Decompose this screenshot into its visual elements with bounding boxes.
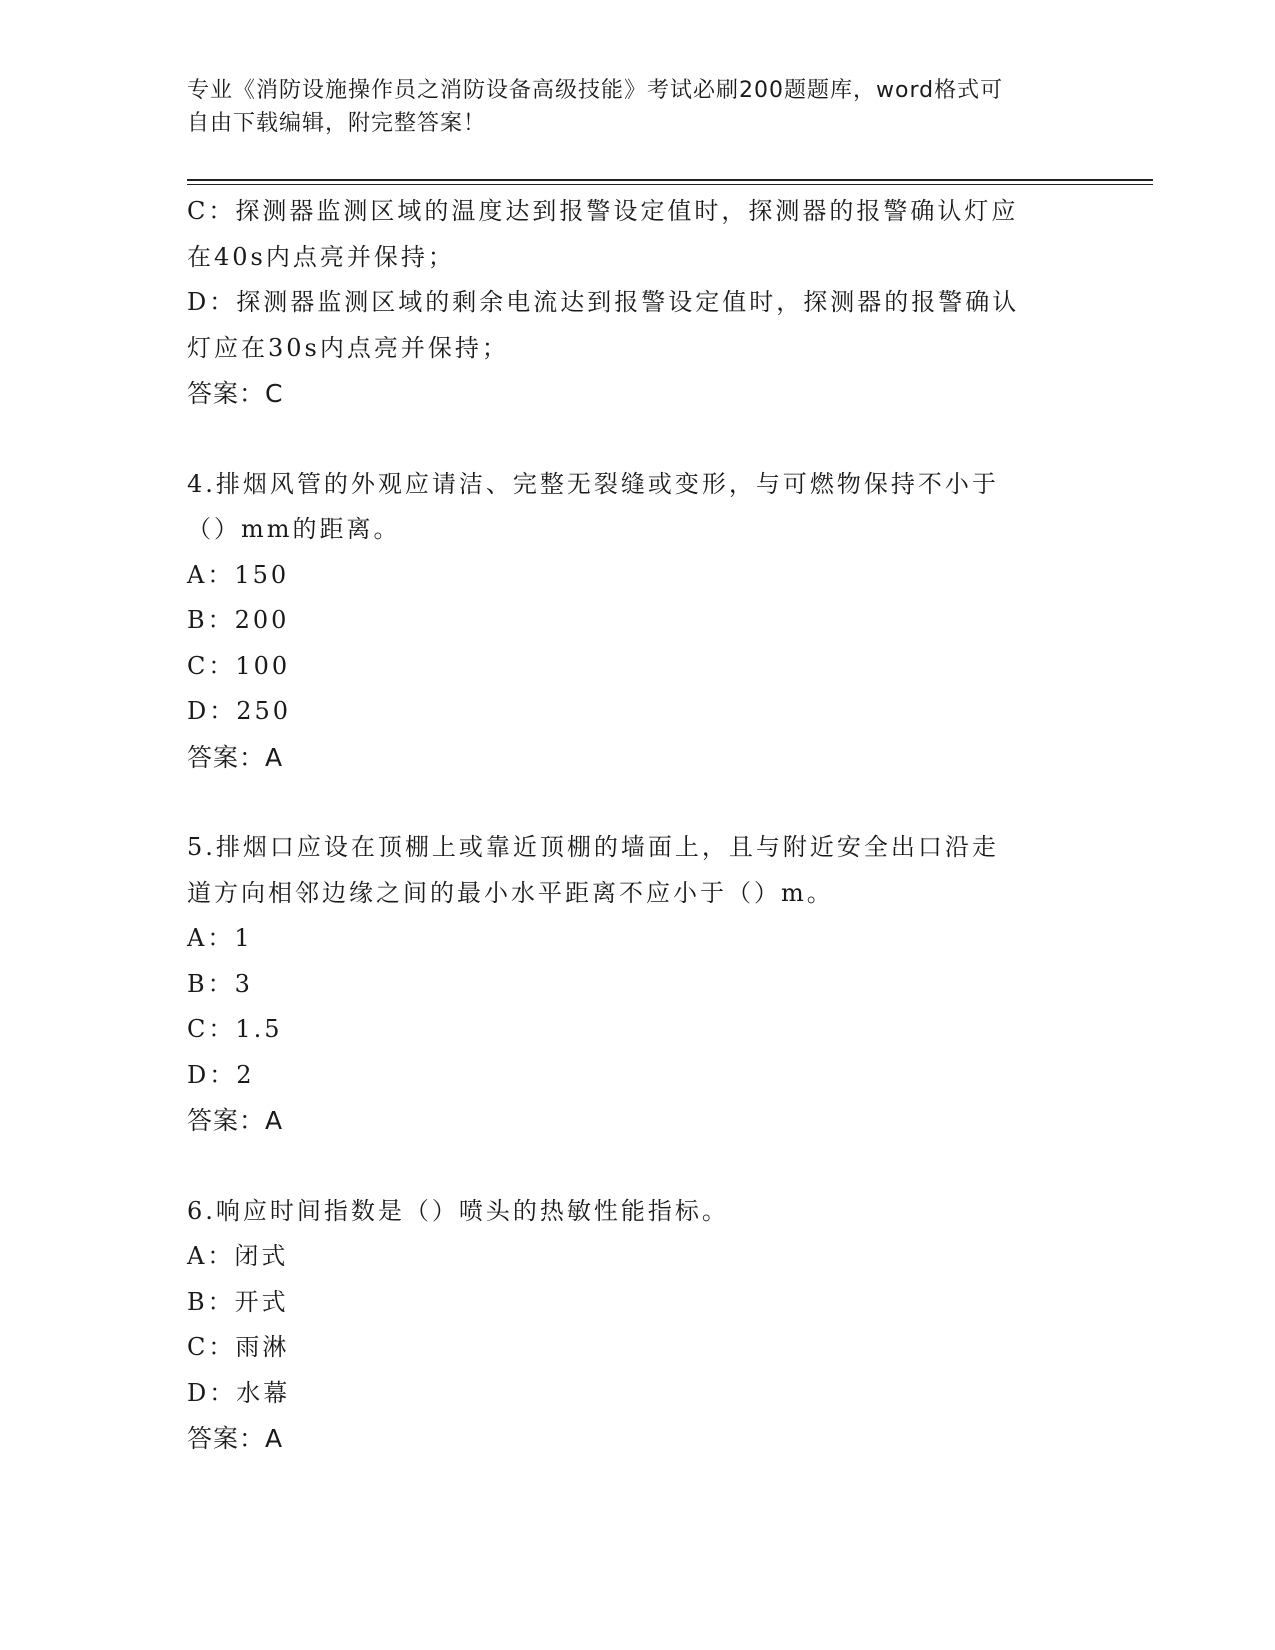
option-d: D：水幕 bbox=[187, 1378, 291, 1407]
option-b: B：开式 bbox=[187, 1287, 289, 1316]
question-spacer bbox=[187, 417, 1087, 462]
option-c: C：100 bbox=[187, 651, 291, 680]
answer-line: 答案：A bbox=[187, 1106, 284, 1135]
option-c-line-1: C：探测器监测区域的温度达到报警设定值时，探测器的报警确认灯应 bbox=[187, 197, 1019, 225]
option-a: A：闭式 bbox=[187, 1242, 289, 1270]
answer-line: 答案：A bbox=[187, 742, 284, 772]
question-stem-line: 6.响应时间指数是（）喷头的热敏性能指标。 bbox=[187, 1196, 729, 1225]
answer-line: 答案：C bbox=[187, 379, 284, 408]
question-stem-line: 5.排烟口应设在顶棚上或靠近顶棚的墙面上，且与附近安全出口沿走 bbox=[187, 833, 999, 861]
option-d: D：250 bbox=[187, 697, 292, 725]
option-d-line-2: 灯应在30s内点亮并保持； bbox=[187, 333, 509, 362]
question-spacer bbox=[187, 780, 1087, 825]
option-c: C：雨淋 bbox=[187, 1333, 290, 1361]
option-d-line-1: D：探测器监测区域的剩余电流达到报警设定值时，探测器的报警确认 bbox=[187, 288, 1020, 316]
question-3-continued bbox=[187, 189, 1087, 417]
option-d: D：2 bbox=[187, 1060, 255, 1089]
document-header bbox=[187, 74, 1067, 140]
question-stem-line: 道方向相邻边缘之间的最小水平距离不应小于（）m。 bbox=[187, 878, 834, 907]
header-title-line-1: 专业《消防设施操作员之消防设备高级技能》考试必刷200题题库，word格式可 bbox=[187, 78, 1004, 103]
header-divider-thin bbox=[187, 184, 1153, 185]
question-5 bbox=[187, 825, 1087, 1144]
header-divider-thick bbox=[187, 179, 1153, 181]
option-a: A：150 bbox=[187, 560, 290, 589]
question-4 bbox=[187, 462, 1087, 781]
option-b: B：3 bbox=[187, 969, 253, 998]
question-stem-line: 4.排烟风管的外观应请洁、完整无裂缝或变形，与可燃物保持不小于 bbox=[187, 469, 999, 498]
question-stem-line: （）mm的距离。 bbox=[187, 515, 401, 543]
header-title-line-2: 自由下载编辑，附完整答案！ bbox=[187, 111, 487, 136]
question-6 bbox=[187, 1189, 1087, 1462]
option-c-line-2: 在40s内点亮并保持； bbox=[187, 242, 455, 271]
option-a: A：1 bbox=[187, 924, 253, 952]
option-b: B：200 bbox=[187, 606, 290, 634]
question-content bbox=[187, 189, 1087, 1462]
option-c: C：1.5 bbox=[187, 1015, 283, 1043]
question-spacer bbox=[187, 1144, 1087, 1189]
answer-line: 答案：A bbox=[187, 1424, 284, 1453]
